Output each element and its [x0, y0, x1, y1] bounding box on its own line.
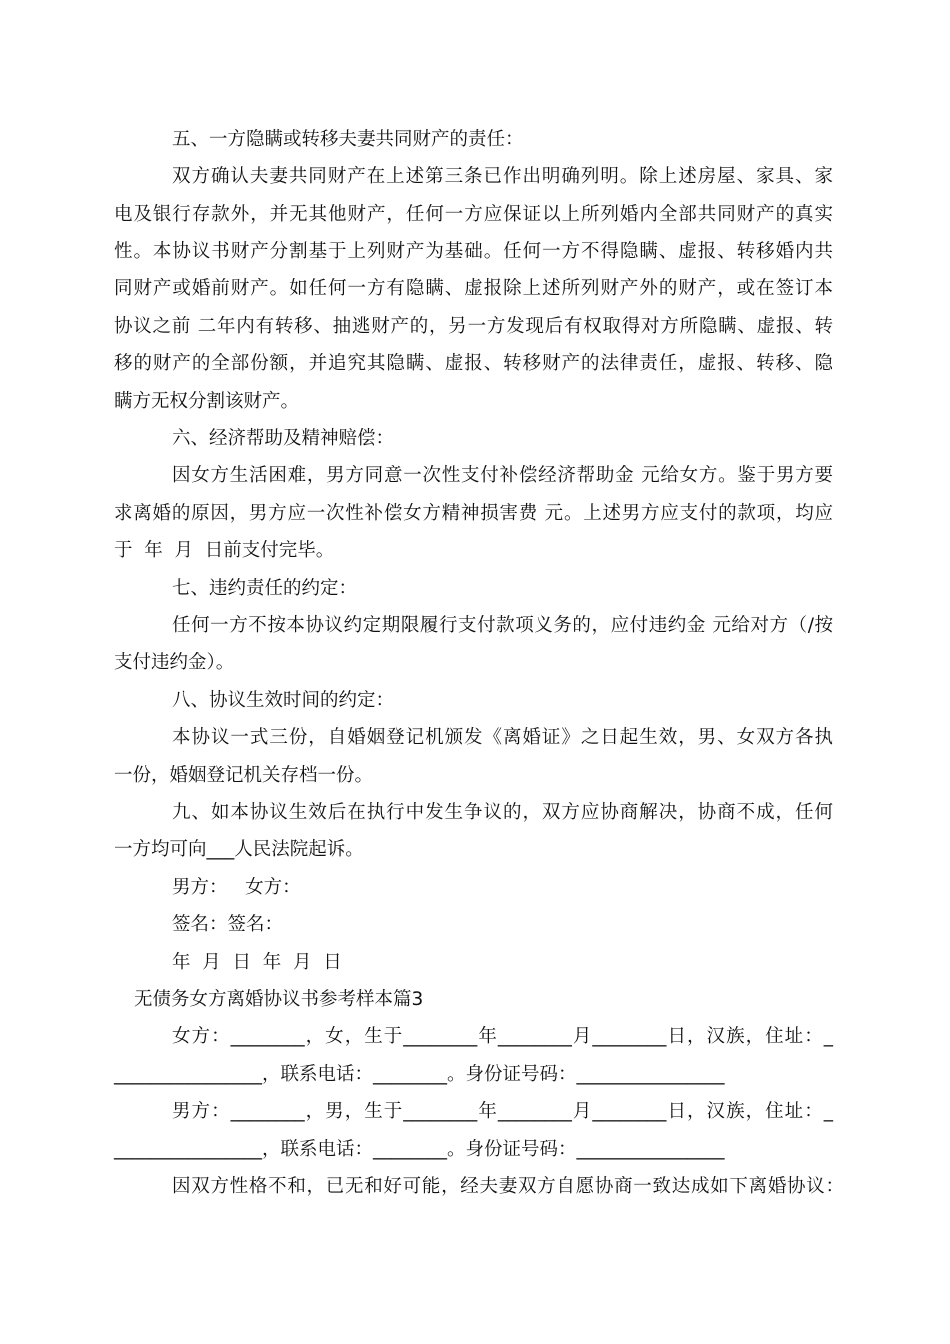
party-info-female: 女方：________，女，生于________年________月________日，汉族，住址：_: [172, 1026, 833, 1047]
paragraph-line: 瞒方无权分割该财产。: [114, 391, 300, 412]
paragraph-line: 双方确认夫妻共同财产在上述第三条已作出明确列明。除上述房屋、家具、家: [172, 166, 833, 187]
paragraph-line: 电及银行存款外，并无其他财产，任何一方应保证以上所列婚内全部共同财产的真实: [114, 204, 833, 225]
paragraph-line: 任何一方不按本协议约定期限履行支付款项义务的，应付违约金 元给对方（/按: [172, 615, 833, 636]
paragraph-line: 因女方生活困难，男方同意一次性支付补偿经济帮助金 元给女方。鉴于男方要: [172, 465, 833, 486]
paragraph-line: 求离婚的原因，男方应一次性补偿女方精神损害费 元。上述男方应支付的款项，均应: [114, 503, 833, 524]
paragraph-line: 于 年 月 日前支付完毕。: [114, 540, 335, 561]
paragraph-line: 一份，婚姻登记机关存档一份。: [114, 765, 374, 786]
section-heading-8: 八、协议生效时间的约定：: [172, 690, 395, 711]
section-heading-9: 九、如本协议生效后在执行中发生争议的，双方应协商解决，协商不成，任何: [172, 802, 833, 823]
party-info-male: 男方：________，男，生于________年________月________日，汉族，住址：_: [172, 1101, 833, 1122]
paragraph-line: 协议之前 二年内有转移、抽逃财产的，另一方发现后有权取得对方所隐瞒、虚报、转: [114, 316, 833, 337]
paragraph-line: 移的财产的全部份额，并追究其隐瞒、虚报、转移财产的法律责任，虚报、转移、隐: [114, 353, 833, 374]
section-heading-5: 五、一方隐瞒或转移夫妻共同财产的责任：: [172, 129, 524, 150]
paragraph-line: 同财产或婚前财产。如任何一方有隐瞒、虚报除上述所列财产外的财产，或在签订本: [114, 278, 833, 299]
signature-names: 签名：签名：: [172, 914, 284, 935]
paragraph-line: 性。本协议书财产分割基于上列财产为基础。任何一方不得隐瞒、虚报、转移婚内共: [114, 241, 833, 262]
party-info-male-contact: ________________，联系电话：________。身份证号码：________________: [114, 1139, 725, 1160]
signature-dates: 年 月 日 年 月 日: [172, 952, 342, 973]
document-title: 无债务女方离婚协议书参考样本篇3: [134, 989, 424, 1010]
signature-parties: 男方： 女方：: [172, 877, 301, 898]
section-heading-6: 六、经济帮助及精神赔偿：: [172, 428, 395, 449]
agreement-intro: 因双方性格不和，已无和好可能，经夫妻双方自愿协商一致达成如下离婚协议：: [172, 1176, 844, 1197]
paragraph-line: 一方均可向___人民法院起诉。: [114, 839, 364, 860]
paragraph-line: 支付违约金）。: [114, 652, 235, 673]
section-heading-7: 七、违约责任的约定：: [172, 578, 358, 599]
paragraph-line: 本协议一式三份，自婚姻登记机颁发《离婚证》之日起生效，男、女双方各执: [172, 727, 833, 748]
party-info-female-contact: ________________，联系电话：________。身份证号码：________________: [114, 1064, 725, 1085]
